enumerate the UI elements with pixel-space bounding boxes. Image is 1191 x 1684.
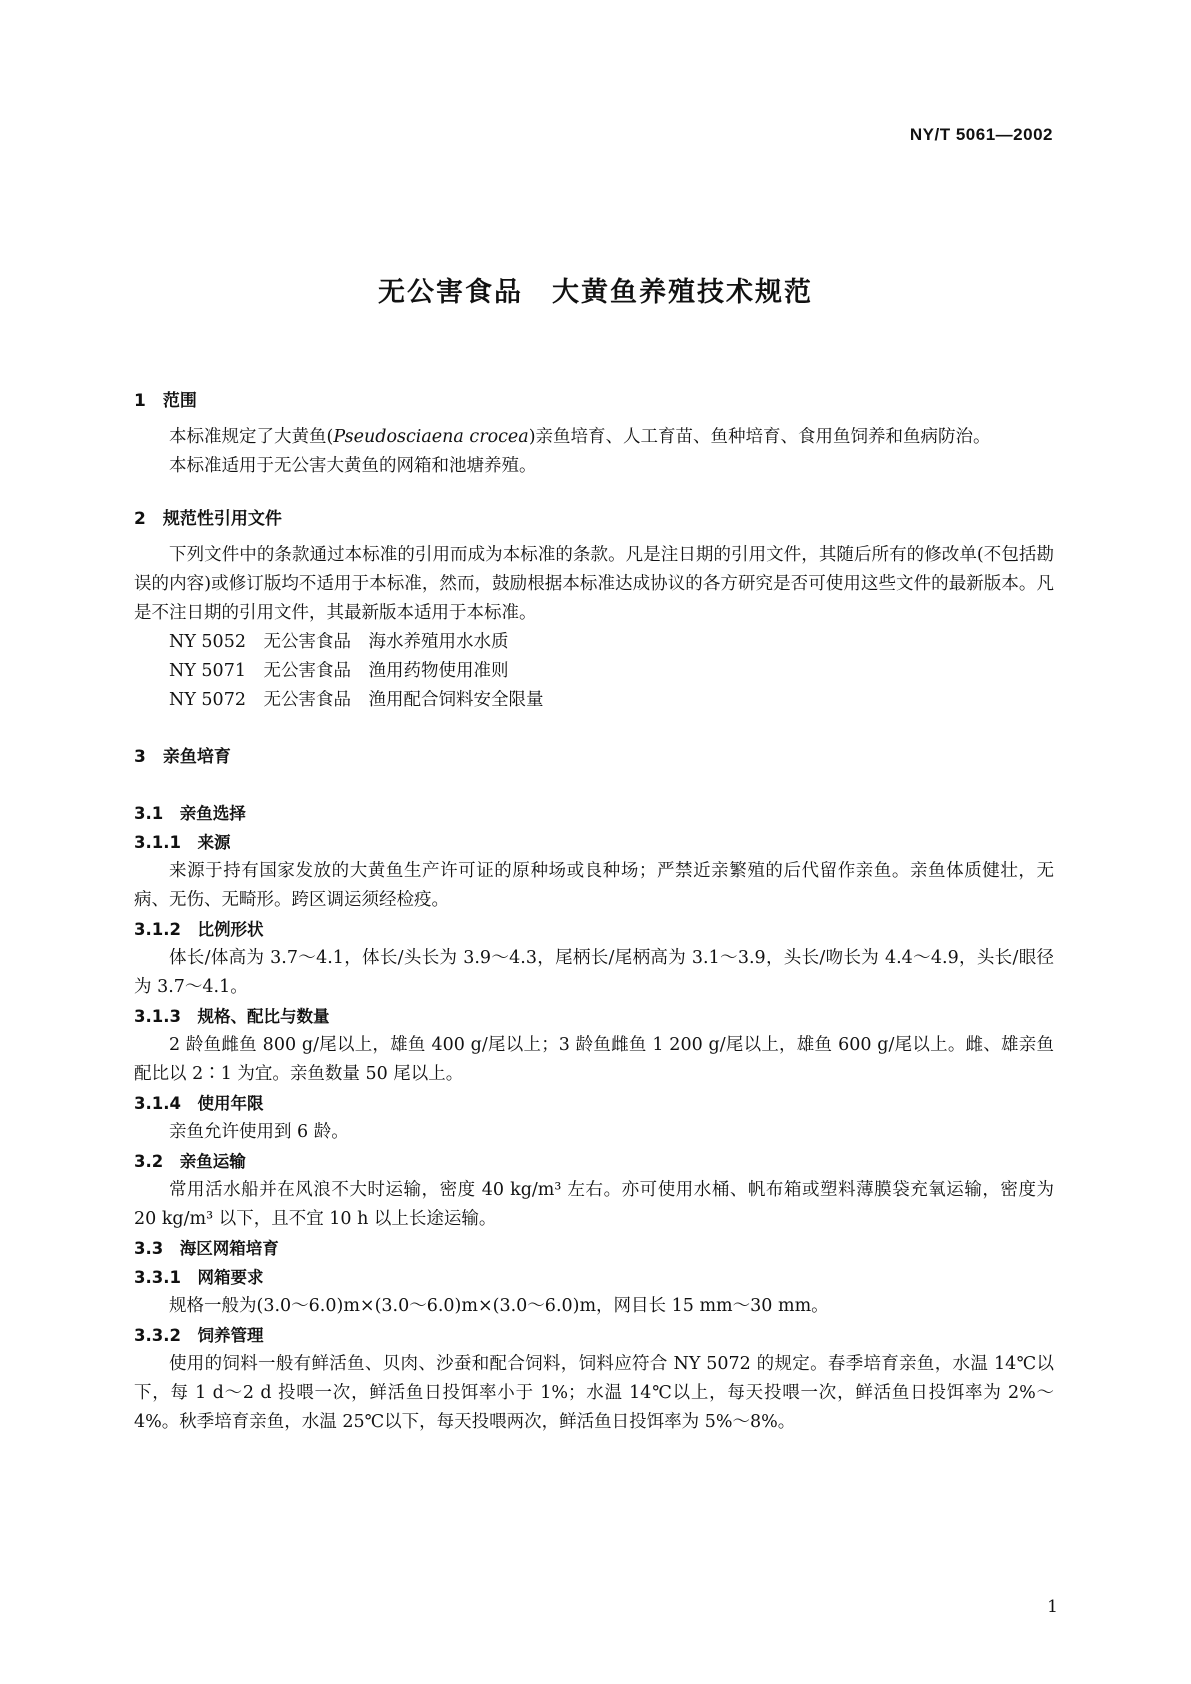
section-2-paragraph: 下列文件中的条款通过本标准的引用而成为本标准的条款。凡是注日期的引用文件，其随后所有的修改单(不包括勘误的内容)或修订版均不适用于本标准，然而，鼓励根据本标准达成协议的各方研究是否可使用这些文件的最新版本。凡是不注日期的引用文件，其最新版本适用于本标准。: [134, 545, 1054, 623]
page-number: 1: [1047, 1597, 1058, 1617]
paragraph-text: )亲鱼培育、人工育苗、鱼种培育、食用鱼饲养和鱼病防治。: [528, 427, 991, 447]
standard-code: NY/T 5061—2002: [909, 125, 1053, 144]
section-3-2-paragraph: 常用活水船并在风浪不大时运输，密度 40 kg/m³ 左右。亦可使用水桶、帆布箱或塑料薄膜袋充氧运输，密度为 20 kg/m³ 以下，且不宜 10 h 以上长途运输。: [134, 1180, 1054, 1229]
section-3-1-heading: 3.1 亲鱼选择: [134, 804, 246, 823]
section-3-1-2-heading: 3.1.2 比例形状: [134, 920, 264, 939]
section-3-3-1-heading: 3.3.1 网箱要求: [134, 1268, 264, 1287]
section-3-3-heading: 3.3 海区网箱培育: [134, 1239, 279, 1258]
scientific-name: Pseudosciaena crocea: [333, 427, 529, 447]
document-title: 无公害食品 大黄鱼养殖技术规范: [378, 277, 813, 308]
section-3-1-1-paragraph: 来源于持有国家发放的大黄鱼生产许可证的原种场或良种场；严禁近亲繁殖的后代留作亲鱼。亲鱼体质健壮，无病、无伤、无畸形。跨区调运须经检疫。: [134, 861, 1054, 910]
section-3-1-3-heading: 3.1.3 规格、配比与数量: [134, 1007, 330, 1026]
section-3-1-3-paragraph: 2 龄鱼雌鱼 800 g/尾以上，雄鱼 400 g/尾以上；3 龄鱼雌鱼 1 200 g/尾以上，雄鱼 600 g/尾以上。雌、雄亲鱼配比以 2∶1 为宜。亲鱼数量 50 尾以上。: [134, 1035, 1054, 1084]
section-3-1-4-paragraph: 亲鱼允许使用到 6 龄。: [169, 1122, 349, 1142]
section-3-1-1-heading: 3.1.1 来源: [134, 833, 231, 852]
section-3-3-2-paragraph: 使用的饲料一般有鲜活鱼、贝肉、沙蚕和配合饲料，饲料应符合 NY 5072 的规定。春季培育亲鱼，水温 14℃以下，每 1 d～2 d 投喂一次，鲜活鱼日投饵率小于 1%；水温 14℃以上，每天投喂一次，鲜活鱼日投饵率为 2%～4%。秋季培育亲鱼，水温 25℃以下，每天投喂两次，鲜活鱼日投饵率为 5%～8%。: [134, 1354, 1054, 1432]
section-3-3-1-paragraph: 规格一般为(3.0～6.0)m×(3.0～6.0)m×(3.0～6.0)m，网目长 15 mm～30 mm。: [169, 1296, 829, 1316]
reference-item: NY 5071 无公害食品 渔用药物使用准则: [169, 661, 509, 681]
paragraph-text: 本标准规定了大黄鱼(: [169, 427, 334, 447]
reference-item: NY 5052 无公害食品 海水养殖用水水质: [169, 632, 509, 652]
document-body: [134, 385, 1054, 1437]
section-3-1-4-heading: 3.1.4 使用年限: [134, 1094, 264, 1113]
section-3-2-heading: 3.2 亲鱼运输: [134, 1152, 246, 1171]
section-3-heading: 3 亲鱼培育: [134, 747, 231, 767]
section-1-heading: 1 范围: [134, 391, 197, 411]
section-3-1-2-paragraph: 体长/体高为 3.7～4.1，体长/头长为 3.9～4.3，尾柄长/尾柄高为 3.1～3.9，头长/吻长为 4.4～4.9，头长/眼径为 3.7～4.1。: [134, 948, 1054, 997]
section-3-3-2-heading: 3.3.2 饲养管理: [134, 1326, 264, 1345]
section-1-paragraph-1: [134, 423, 1054, 452]
reference-item: NY 5072 无公害食品 渔用配合饲料安全限量: [169, 690, 544, 710]
section-2-heading: 2 规范性引用文件: [134, 509, 282, 529]
section-1-paragraph-2: 本标准适用于无公害大黄鱼的网箱和池塘养殖。: [169, 456, 537, 476]
